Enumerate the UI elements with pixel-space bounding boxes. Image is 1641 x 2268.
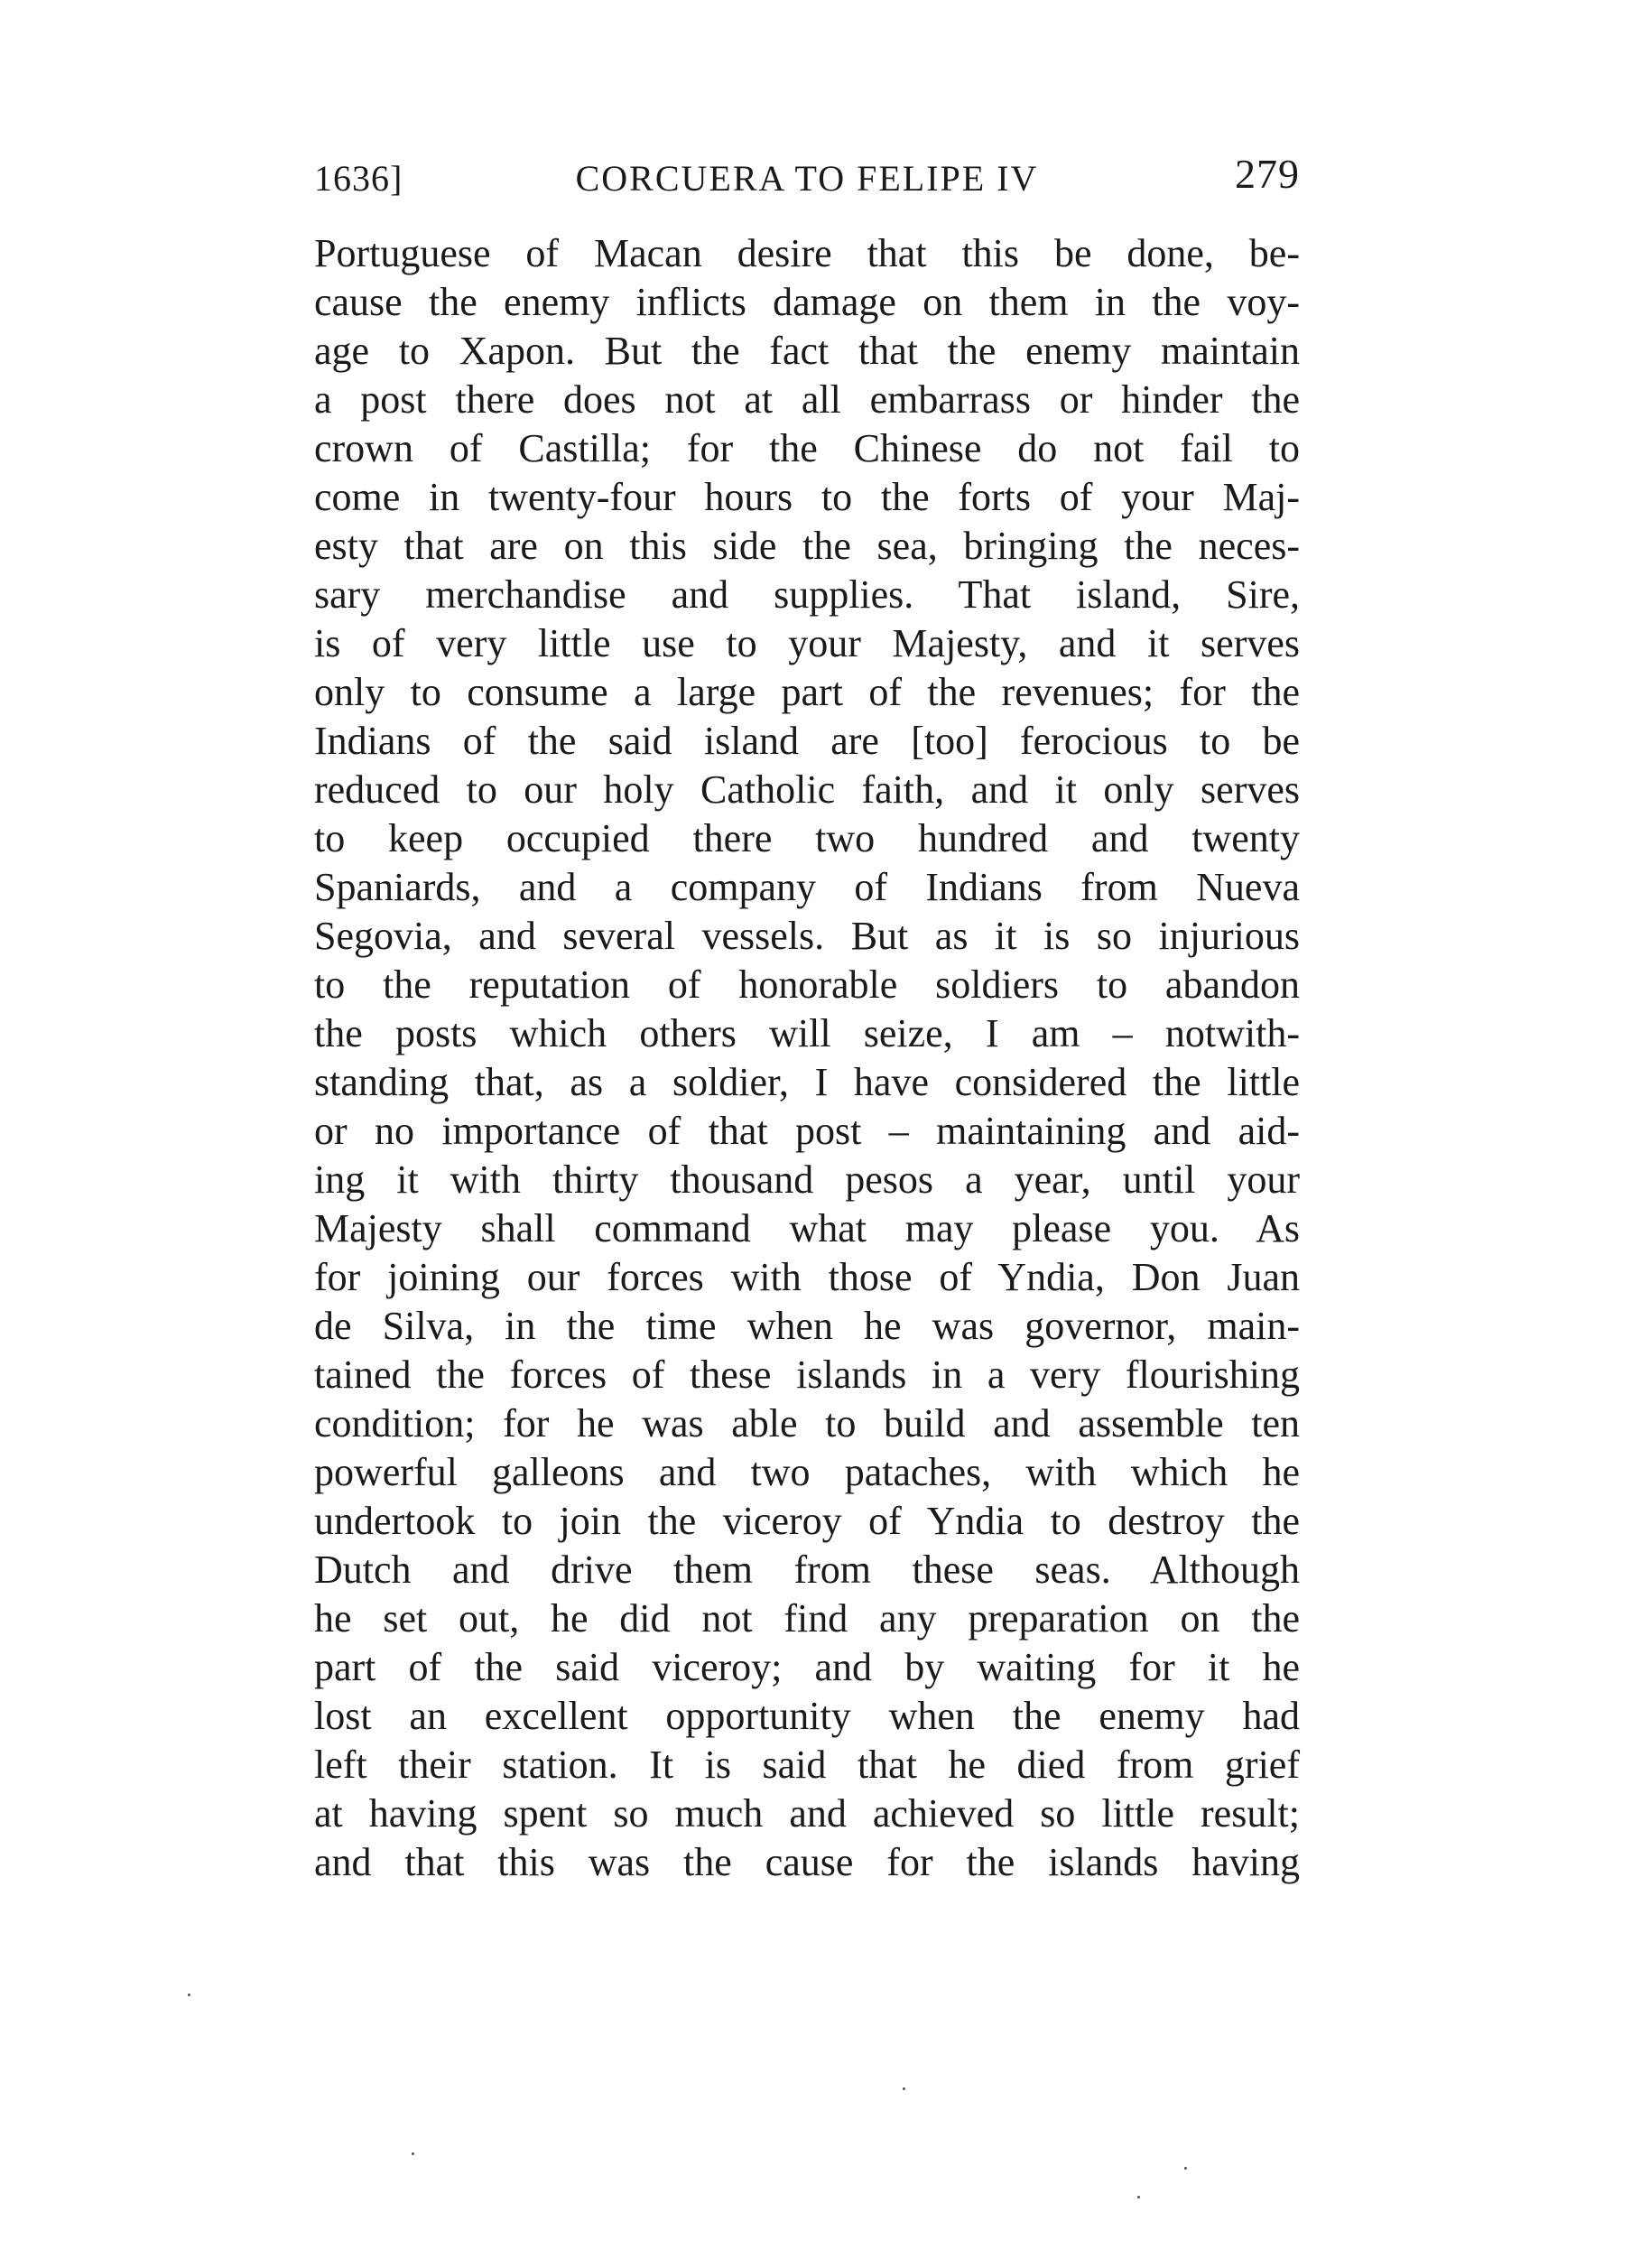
- running-head-year: 1636]: [314, 158, 403, 199]
- text-line: crown of Castilla; for the Chinese do not fail to: [314, 426, 1300, 470]
- text-line: powerful galleons and two pataches, with which he: [314, 1450, 1300, 1494]
- text-line: for joining our forces with those of Yndia, Don Juan: [314, 1255, 1300, 1299]
- text-line: only to consume a large part of the revenues; for the: [314, 670, 1300, 714]
- text-line: come in twenty-four hours to the forts of your Maj-: [314, 475, 1300, 519]
- text-line: age to Xapon. But the fact that the enemy maintain: [314, 329, 1300, 373]
- text-line: Majesty shall command what may please you. As: [314, 1206, 1300, 1250]
- scan-speck: [188, 1994, 190, 1996]
- text-line: Spaniards, and a company of Indians from Nueva: [314, 865, 1300, 909]
- text-line: reduced to our holy Catholic faith, and it only serves: [314, 767, 1300, 812]
- text-line: undertook to join the viceroy of Yndia to destroy the: [314, 1499, 1300, 1543]
- text-line: to keep occupied there two hundred and twenty: [314, 816, 1300, 860]
- text-line: Portuguese of Macan desire that this be done, be-: [314, 231, 1300, 275]
- text-line: Segovia, and several vessels. But as it is so injurious: [314, 914, 1300, 958]
- scan-speck: [1137, 2196, 1140, 2198]
- text-line: left their station. It is said that he died from grief: [314, 1743, 1300, 1787]
- text-line: condition; for he was able to build and assemble ten: [314, 1401, 1300, 1445]
- text-line: a post there does not at all embarrass or hinder the: [314, 377, 1300, 422]
- page-number: 279: [1235, 151, 1300, 197]
- text-line: or no importance of that post – maintaining and aid-: [314, 1109, 1300, 1153]
- text-line: de Silva, in the time when he was governor, main-: [314, 1304, 1300, 1348]
- text-line: he set out, he did not find any preparation on the: [314, 1596, 1300, 1641]
- text-line: sary merchandise and supplies. That island, Sire,: [314, 572, 1300, 617]
- text-line: to the reputation of honorable soldiers to abandon: [314, 962, 1300, 1007]
- scan-speck: [1184, 2167, 1187, 2170]
- text-line: is of very little use to your Majesty, and it serves: [314, 621, 1300, 665]
- scan-speck: [903, 2087, 905, 2090]
- text-line: standing that, as a soldier, I have considered the little: [314, 1060, 1300, 1104]
- text-line: cause the enemy inflicts damage on them in the voy-: [314, 280, 1300, 324]
- body-text: [314, 229, 1300, 1887]
- running-head-title: CORCUERA TO FELIPE IV: [575, 158, 1039, 199]
- text-line: Indians of the said island are [too] ferocious to be: [314, 719, 1300, 763]
- text-line: part of the said viceroy; and by waiting for it he: [314, 1645, 1300, 1689]
- text-line: lost an excellent opportunity when the enemy had: [314, 1694, 1300, 1738]
- scan-speck: [412, 2152, 414, 2155]
- text-line: tained the forces of these islands in a very flourishing: [314, 1352, 1300, 1397]
- text-line: Dutch and drive them from these seas. Although: [314, 1548, 1300, 1592]
- text-line: and that this was the cause for the islands having: [314, 1840, 1300, 1884]
- text-line: at having spent so much and achieved so little result;: [314, 1791, 1300, 1836]
- text-line: ing it with thirty thousand pesos a year, until your: [314, 1157, 1300, 1202]
- running-head: [314, 150, 1300, 204]
- text-line: esty that are on this side the sea, bringing the neces-: [314, 524, 1300, 568]
- text-line: the posts which others will seize, I am – notwith-: [314, 1011, 1300, 1055]
